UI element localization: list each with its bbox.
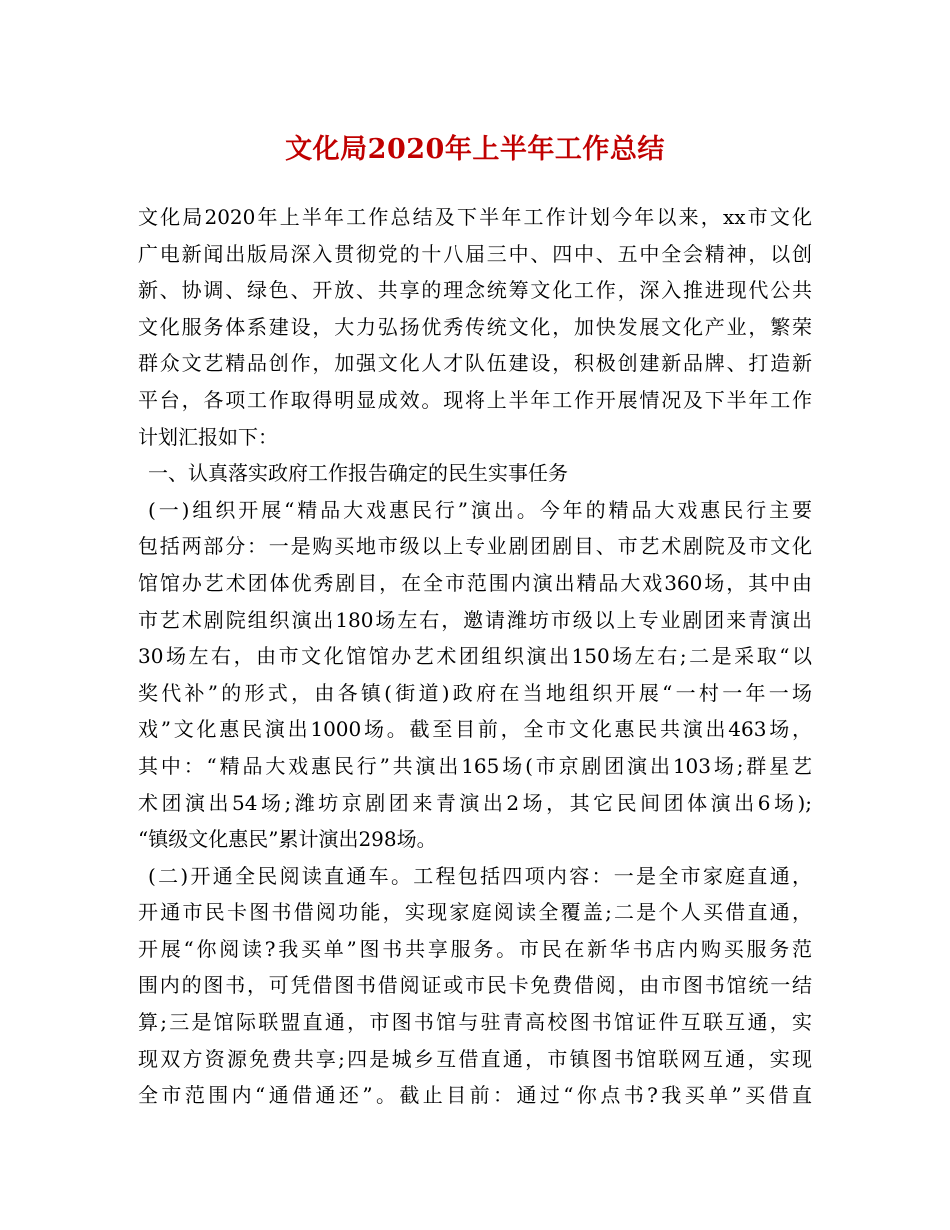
body-line: 30场左右，由市文化馆馆办艺术团组织演出150场左右;二是采取“以 [138, 644, 812, 669]
body-line: 包括两部分：一是购买地市级以上专业剧团剧目、市艺术剧院及市文化 [138, 534, 812, 559]
body-line: 其中：“精品大戏惠民行”共演出165场(市京剧团演出103场;群星艺 [138, 753, 812, 778]
body-line: 开展“你阅读?我买单”图书共享服务。市民在新华书店内购买服务范 [138, 936, 812, 961]
body-line: 市艺术剧院组织演出180场左右，邀请潍坊市级以上专业剧团来青演出 [138, 607, 812, 632]
body-line: 计划汇报如下： [138, 424, 278, 449]
body-line: 文化服务体系建设，大力弘扬优秀传统文化，加快发展文化产业，繁荣 [138, 314, 812, 339]
body-line: 奖代补”的形式，由各镇(街道)政府在当地组织开展“一村一年一场 [138, 680, 812, 705]
body-line: (一)组织开展“精品大戏惠民行”演出。今年的精品大戏惠民行主要 [148, 497, 812, 522]
section-heading: 一、认真落实政府工作报告确定的民生实事任务 [148, 461, 568, 486]
body-line: 术团演出54场;潍坊京剧团来青演出2场，其它民间团体演出6场); [138, 790, 812, 815]
body-line: 文化局2020年上半年工作总结及下半年工作计划今年以来，xx市文化 [138, 205, 812, 229]
body-line: 群众文艺精品创作，加强文化人才队伍建设，积极创建新品牌、打造新 [138, 351, 812, 376]
document-title: 文化局2020年上半年工作总结 [285, 134, 665, 165]
body-line: (二)开通全民阅读直通车。工程包括四项内容：一是全市家庭直通， [148, 863, 812, 888]
body-line: 新、协调、绿色、开放、共享的理念统筹文化工作，深入推进现代公共 [138, 278, 812, 303]
body-line: 戏”文化惠民演出1000场。截至目前，全市文化惠民共演出463场， [138, 717, 812, 742]
body-line: 馆馆办艺术团体优秀剧目，在全市范围内演出精品大戏360场，其中由 [138, 570, 812, 595]
body-line: 广电新闻出版局深入贯彻党的十八届三中、四中、五中全会精神，以创 [138, 241, 812, 266]
document-body [138, 199, 812, 1114]
body-line: 算;三是馆际联盟直通，市图书馆与驻青高校图书馆证件互联互通，实 [138, 1010, 812, 1035]
body-line: “镇级文化惠民”累计演出298场。 [138, 827, 437, 852]
body-line: 全市范围内“通借通还”。截止目前：通过“你点书?我买单”买借直 [138, 1083, 812, 1108]
body-line: 围内的图书，可凭借图书借阅证或市民卡免费借阅，由市图书馆统一结 [138, 973, 812, 998]
body-line: 现双方资源免费共享;四是城乡互借直通，市镇图书馆联网互通，实现 [138, 1046, 812, 1071]
body-line: 开通市民卡图书借阅功能，实现家庭阅读全覆盖;二是个人买借直通， [138, 900, 812, 925]
body-line: 平台，各项工作取得明显成效。现将上半年工作开展情况及下半年工作 [138, 387, 812, 412]
